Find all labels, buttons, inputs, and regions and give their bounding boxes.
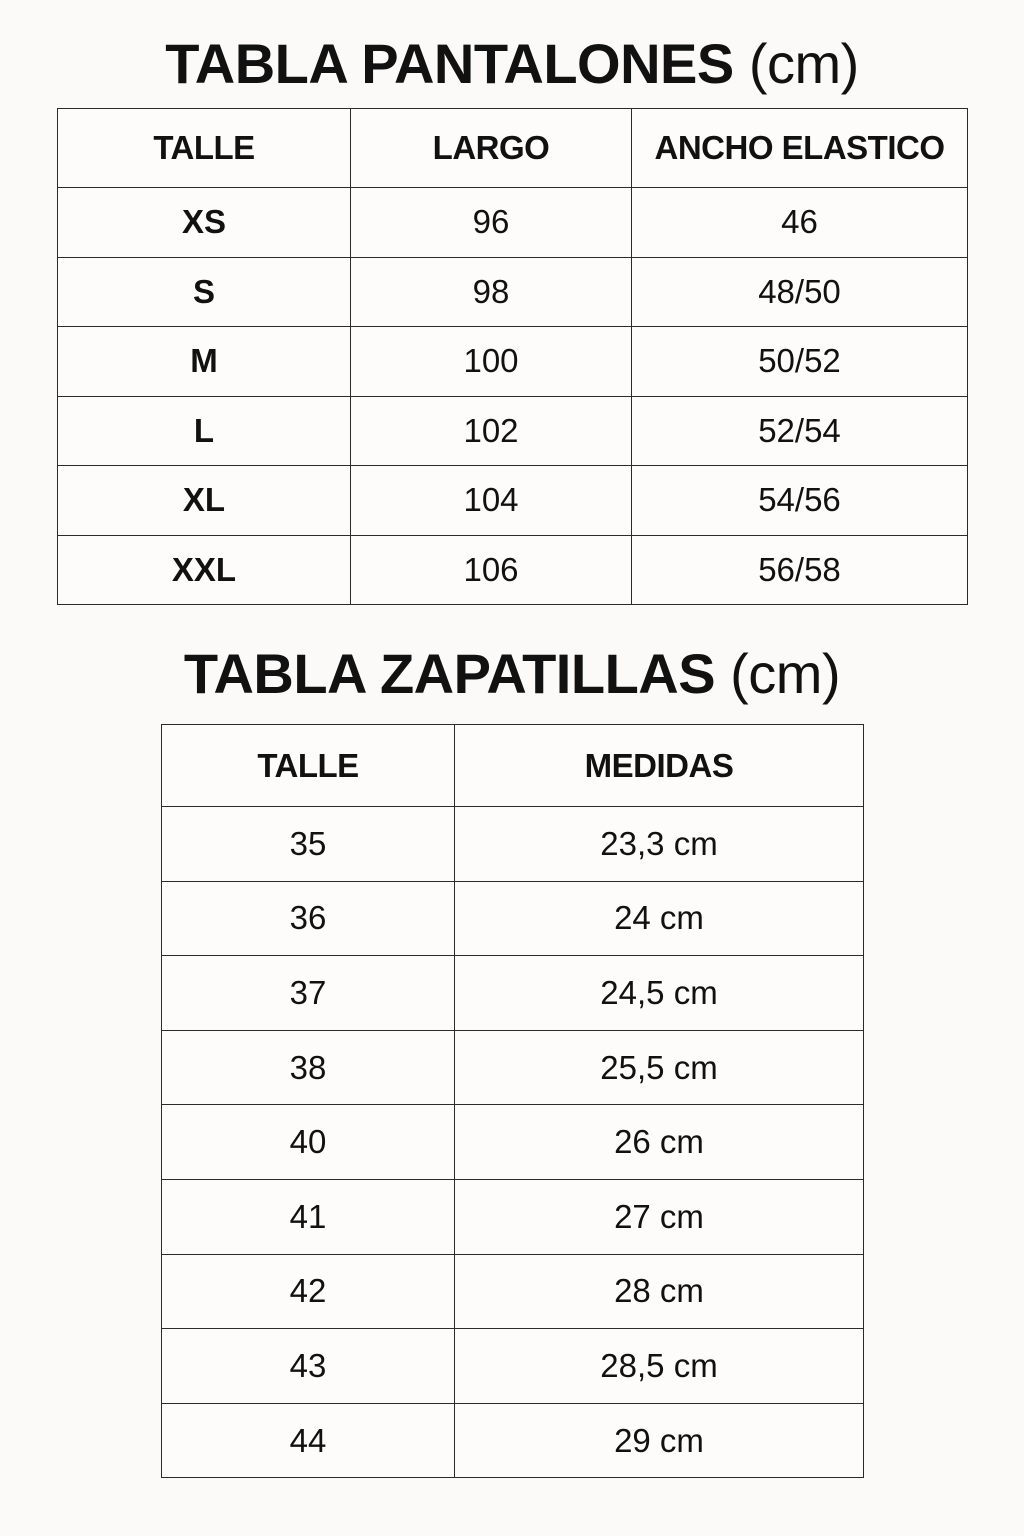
measure-cell: 24,5 cm	[455, 956, 864, 1031]
table-row	[58, 257, 968, 327]
measure-cell: 29 cm	[455, 1403, 864, 1478]
largo-cell: 100	[351, 327, 632, 397]
header-talle: TALLE	[58, 109, 351, 188]
ancho-cell: 54/56	[632, 466, 968, 536]
ancho-cell: 56/58	[632, 535, 968, 605]
pants-title-text: TABLA PANTALONES	[165, 32, 734, 95]
table-row	[162, 1030, 864, 1105]
table-row	[162, 1254, 864, 1329]
size-cell: 42	[162, 1254, 455, 1329]
measure-cell: 26 cm	[455, 1105, 864, 1180]
size-cell: 38	[162, 1030, 455, 1105]
header-talle: TALLE	[162, 725, 455, 807]
measure-cell: 27 cm	[455, 1179, 864, 1254]
table-row	[58, 466, 968, 536]
largo-cell: 98	[351, 257, 632, 327]
table-row	[162, 1105, 864, 1180]
table-row	[162, 1403, 864, 1478]
measure-cell: 28,5 cm	[455, 1329, 864, 1404]
ancho-cell: 50/52	[632, 327, 968, 397]
table-row	[58, 327, 968, 397]
size-cell: 35	[162, 807, 455, 882]
table-row	[162, 1329, 864, 1404]
shoes-title-unit: (cm)	[730, 642, 841, 705]
measure-cell: 24 cm	[455, 881, 864, 956]
ancho-cell: 46	[632, 188, 968, 258]
largo-cell: 104	[351, 466, 632, 536]
shoes-title-text: TABLA ZAPATILLAS	[183, 642, 716, 705]
size-cell: S	[58, 257, 351, 327]
pants-title-unit: (cm)	[748, 32, 859, 95]
size-cell: M	[58, 327, 351, 397]
size-cell: 44	[162, 1403, 455, 1478]
size-cell: 41	[162, 1179, 455, 1254]
pants-size-table	[57, 108, 968, 605]
size-cell: XL	[58, 466, 351, 536]
size-cell: XXL	[58, 535, 351, 605]
size-cell: XS	[58, 188, 351, 258]
size-cell: 36	[162, 881, 455, 956]
size-cell: L	[58, 396, 351, 466]
measure-cell: 25,5 cm	[455, 1030, 864, 1105]
table-header-row	[58, 109, 968, 188]
largo-cell: 106	[351, 535, 632, 605]
size-cell: 40	[162, 1105, 455, 1180]
ancho-cell: 52/54	[632, 396, 968, 466]
size-cell: 43	[162, 1329, 455, 1404]
table-row	[58, 188, 968, 258]
table-row	[58, 396, 968, 466]
largo-cell: 96	[351, 188, 632, 258]
shoes-size-table	[161, 724, 864, 1478]
table-row	[162, 807, 864, 882]
table-row	[162, 956, 864, 1031]
ancho-cell: 48/50	[632, 257, 968, 327]
largo-cell: 102	[351, 396, 632, 466]
header-medidas: MEDIDAS	[455, 725, 864, 807]
size-cell: 37	[162, 956, 455, 1031]
table-row	[58, 535, 968, 605]
table-header-row	[162, 725, 864, 807]
measure-cell: 28 cm	[455, 1254, 864, 1329]
header-ancho-elastico: ANCHO ELASTICO	[632, 109, 968, 188]
shoes-table-title	[0, 642, 1024, 706]
measure-cell: 23,3 cm	[455, 807, 864, 882]
header-largo: LARGO	[351, 109, 632, 188]
pants-table-title	[0, 32, 1024, 96]
table-row	[162, 1179, 864, 1254]
table-row	[162, 881, 864, 956]
